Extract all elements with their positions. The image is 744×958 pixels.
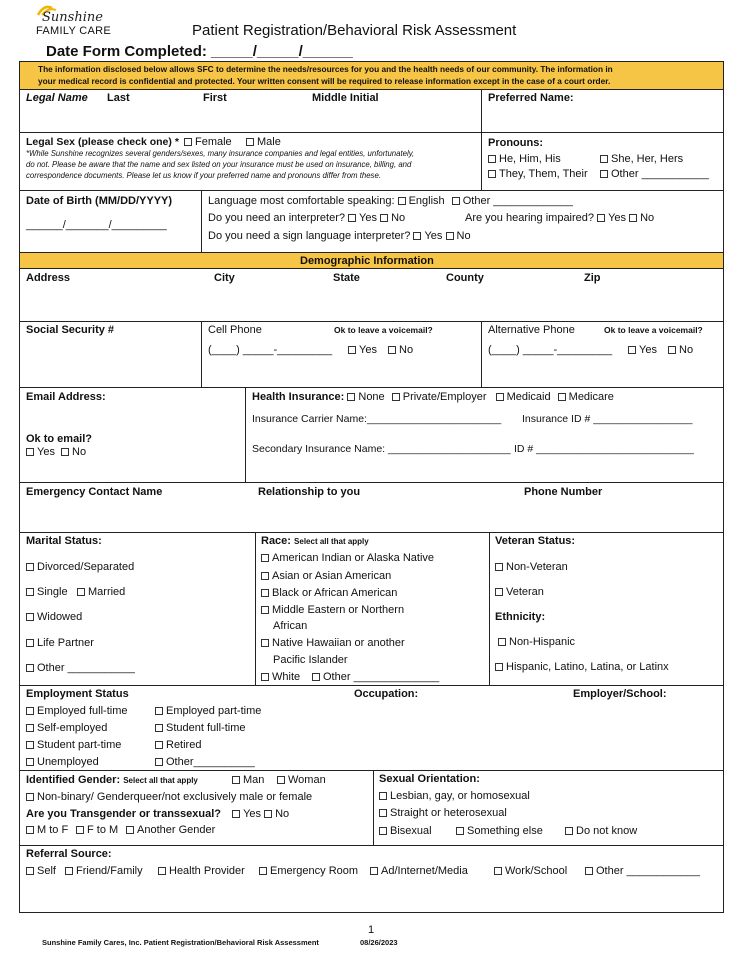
checkbox[interactable]	[26, 758, 34, 766]
option-label: Self-employed	[37, 722, 108, 734]
race-option-5[interactable]	[261, 637, 405, 650]
race-option-4-cont: African	[273, 620, 308, 632]
checkbox[interactable]	[261, 639, 269, 647]
checkbox-yes[interactable]	[348, 214, 356, 222]
checkbox[interactable]	[246, 138, 254, 146]
question-text: Are you hearing impaired?	[465, 212, 595, 224]
city-label: City	[214, 272, 235, 284]
footer-date: 08/26/2023	[360, 938, 398, 947]
middle-initial-label: Middle Initial	[312, 92, 379, 104]
option-label: Other__________	[166, 756, 255, 768]
language-question	[208, 195, 573, 208]
option-label: Non-binary/ Genderqueer/not exclusively male or female	[37, 791, 313, 803]
gender-ftm-option[interactable]	[76, 824, 118, 837]
question-text: Do you need an interpreter?	[208, 212, 345, 224]
option-label: Hispanic, Latino, Latina, or Latinx	[506, 661, 669, 673]
employment-status-label: Employment Status	[26, 688, 129, 700]
alt-voicemail-yes[interactable]	[628, 344, 657, 357]
checkbox[interactable]	[277, 776, 285, 784]
notice-line-2: your medical record is confidential and protected. Your written consent will be required to release information except in the case of a court order.	[38, 76, 611, 86]
checkbox[interactable]	[379, 827, 387, 835]
race-option-4[interactable]	[261, 604, 404, 617]
checkbox[interactable]	[370, 867, 378, 875]
checkbox[interactable]	[26, 867, 34, 875]
option-label: Yes	[359, 212, 377, 224]
option-label: M to F	[37, 824, 69, 836]
race-label: Race:	[261, 535, 291, 547]
option-label: Medicaid	[506, 391, 551, 403]
option-label: American Indian or Alaska Native	[272, 552, 435, 564]
checkbox-no[interactable]	[264, 810, 272, 818]
option-label: Yes	[639, 344, 657, 356]
option-label: No	[399, 344, 414, 356]
question-text: Are you Transgender or transsexual?	[26, 808, 222, 820]
checkbox[interactable]	[232, 776, 240, 784]
checkbox[interactable]	[61, 448, 69, 456]
cell-voicemail-no[interactable]	[388, 344, 413, 357]
checkbox-none[interactable]	[347, 393, 355, 401]
referral-self-option[interactable]	[26, 865, 56, 878]
checkbox[interactable]	[26, 588, 34, 596]
option-label: Yes	[424, 230, 443, 242]
race-white-option[interactable]	[261, 671, 300, 684]
orientation-dont-know-option[interactable]	[565, 825, 637, 838]
logo	[30, 2, 120, 42]
option-label: Native Hawaiian or another	[272, 637, 405, 649]
pronoun-she-option[interactable]	[600, 153, 683, 166]
checkbox[interactable]	[26, 613, 34, 621]
option-label: Self	[37, 865, 56, 877]
state-label: State	[333, 272, 360, 284]
gender-mtf-option[interactable]	[26, 824, 68, 837]
employment-student-pt-option[interactable]	[26, 739, 121, 752]
checkbox[interactable]	[26, 741, 34, 749]
checkbox-no[interactable]	[380, 214, 388, 222]
option-label: Student full-time	[166, 722, 246, 734]
gender-label-row	[26, 774, 198, 787]
non-veteran-option[interactable]	[495, 561, 568, 574]
sex-note-3: correspondence documents. Please let us know if your preferred name and pronouns differ from these.	[26, 171, 381, 180]
option-label: Yes	[243, 808, 262, 820]
alt-voicemail-no[interactable]	[668, 344, 693, 357]
option-label: Private/Employer	[402, 391, 487, 403]
option-label: White	[272, 671, 301, 683]
employer-school-label: Employer/School:	[573, 688, 667, 700]
checkbox[interactable]	[495, 563, 503, 571]
referral-er-option[interactable]	[259, 865, 358, 878]
checkbox[interactable]	[261, 673, 269, 681]
option-label: Other ___________	[611, 168, 709, 180]
option-label: Something else	[467, 825, 543, 837]
checkbox[interactable]	[26, 826, 34, 834]
hispanic-option[interactable]	[495, 661, 669, 674]
transgender-question	[26, 808, 289, 821]
health-insurance-row	[252, 391, 614, 404]
dob-label: Date of Birth (MM/DD/YYYY)	[26, 195, 173, 207]
option-label: Lesbian, gay, or homosexual	[390, 790, 530, 802]
checkbox[interactable]	[259, 867, 267, 875]
option-label: Asian or Asian American	[272, 570, 392, 582]
notice-line-1: The information disclosed below allows SFC to determine the needs/resources for you and the health needs of our community. The information in	[38, 64, 613, 74]
option-label: Black or African American	[272, 587, 398, 599]
checkbox-other[interactable]	[452, 197, 460, 205]
county-label: County	[446, 272, 484, 284]
legal-name-label: Legal Name	[26, 92, 88, 104]
option-label: Yes	[359, 344, 377, 356]
orientation-lgh-option[interactable]	[379, 790, 530, 803]
option-label: Married	[88, 586, 126, 598]
ssn-label: Social Security #	[26, 324, 115, 336]
legal-sex-label: Legal Sex (please check one) *	[26, 136, 179, 148]
sex-male-option[interactable]	[246, 136, 281, 149]
sign-language-question	[208, 230, 471, 243]
option-label: Another Gender	[137, 824, 216, 836]
employment-other-option[interactable]	[155, 756, 255, 769]
option-label: She, Her, Hers	[611, 153, 684, 165]
option-label: Employed part-time	[166, 705, 262, 717]
employment-retired-option[interactable]	[155, 739, 201, 752]
option-label: Unemployed	[37, 756, 99, 768]
gender-another-option[interactable]	[126, 824, 215, 837]
option-label: No	[679, 344, 694, 356]
first-name-label: First	[203, 92, 227, 104]
marital-divorced-option[interactable]	[26, 561, 134, 574]
checkbox[interactable]	[155, 741, 163, 749]
race-note: Select all that apply	[294, 537, 369, 546]
checkbox[interactable]	[26, 664, 34, 672]
checkbox[interactable]	[379, 792, 387, 800]
alt-voicemail-label: Ok to leave a voicemail?	[604, 325, 703, 335]
option-label: Yes	[37, 446, 55, 458]
checkbox[interactable]	[26, 707, 34, 715]
address-label: Address	[26, 272, 71, 284]
option-label: Female	[195, 136, 232, 148]
marital-partner-option[interactable]	[26, 637, 94, 650]
checkbox-no[interactable]	[629, 214, 637, 222]
date-completed[interactable]: Date Form Completed: _____/_____/______	[46, 43, 353, 60]
email-label: Email Address:	[26, 391, 106, 403]
checkbox[interactable]	[65, 867, 73, 875]
page-title: Patient Registration/Behavioral Risk Assessment	[192, 22, 517, 39]
option-label: He, Him, His	[499, 153, 561, 165]
relationship-label: Relationship to you	[258, 486, 361, 498]
option-label: Ad/Internet/Media	[381, 865, 468, 877]
checkbox[interactable]	[261, 606, 269, 614]
gender-nonbinary-option[interactable]	[26, 791, 312, 804]
option-label: Veteran	[506, 586, 544, 598]
preferred-name-label: Preferred Name:	[488, 92, 574, 104]
checkbox[interactable]	[379, 809, 387, 817]
race-label-row	[261, 535, 369, 548]
option-label: They, Them, Their	[499, 168, 588, 180]
checkbox[interactable]	[76, 826, 84, 834]
checkbox-medicare[interactable]	[558, 393, 566, 401]
checkbox[interactable]	[26, 563, 34, 571]
checkbox-medicaid[interactable]	[496, 393, 504, 401]
option-label: Yes	[608, 212, 627, 224]
checkbox[interactable]	[488, 170, 496, 178]
employment-pt-option[interactable]	[155, 705, 261, 718]
cell-phone-field[interactable]: (____) _____-_________	[208, 344, 333, 356]
gender-man-option[interactable]	[232, 774, 264, 787]
referral-work-option[interactable]	[494, 865, 567, 878]
referral-other-option[interactable]	[585, 865, 700, 878]
checkbox-yes[interactable]	[232, 810, 240, 818]
interpreter-question	[208, 212, 405, 225]
referral-health-provider-option[interactable]	[158, 865, 245, 878]
secondary-insurance-field[interactable]: Secondary Insurance Name: _____________________	[252, 443, 511, 455]
option-label: Single	[37, 586, 68, 598]
marital-married-option[interactable]	[77, 586, 125, 599]
checkbox[interactable]	[155, 758, 163, 766]
checkbox[interactable]	[155, 724, 163, 732]
option-label: Medicare	[568, 391, 614, 403]
checkbox[interactable]	[261, 554, 269, 562]
referral-friend-option[interactable]	[65, 865, 143, 878]
logo-text-sunshine: Sunshine	[42, 10, 103, 25]
alt-phone-field[interactable]: (____) _____-_________	[488, 344, 613, 356]
option-label: Widowed	[37, 611, 83, 623]
checkbox[interactable]	[498, 638, 506, 646]
checkbox[interactable]	[585, 867, 593, 875]
race-option-5-cont: Pacific Islander	[273, 654, 348, 666]
checkbox[interactable]	[388, 346, 396, 354]
option-label: Other _____________	[462, 195, 573, 207]
checkbox[interactable]	[77, 588, 85, 596]
gender-woman-option[interactable]	[277, 774, 326, 787]
option-label: Other ____________	[596, 865, 700, 877]
ethnicity-label: Ethnicity:	[495, 611, 546, 623]
option-label: No	[72, 446, 87, 458]
checkbox[interactable]	[26, 639, 34, 647]
employment-ft-option[interactable]	[26, 705, 127, 718]
sexual-orientation-label: Sexual Orientation:	[379, 773, 480, 785]
referral-ad-option[interactable]	[370, 865, 468, 878]
option-label: Other ______________	[323, 671, 440, 683]
checkbox-yes[interactable]	[413, 232, 421, 240]
demographic-heading: Demographic Information	[300, 255, 434, 267]
question-text: Language most comfortable speaking:	[208, 195, 395, 207]
non-hispanic-option[interactable]	[498, 636, 575, 649]
option-label: Bisexual	[390, 825, 432, 837]
pronoun-he-option[interactable]	[488, 153, 561, 166]
option-label: Non-Hispanic	[509, 636, 576, 648]
option-label: Student part-time	[37, 739, 122, 751]
secondary-id-field[interactable]: ID # ___________________________	[514, 443, 694, 455]
option-label: None	[358, 391, 385, 403]
employment-unemployed-option[interactable]	[26, 756, 99, 769]
orientation-else-option[interactable]	[456, 825, 543, 838]
insurance-label: Health Insurance:	[252, 391, 345, 403]
dob-field[interactable]: ______/_______/_________	[26, 219, 167, 231]
option-label: Employed full-time	[37, 705, 128, 717]
option-label: Other ___________	[37, 662, 135, 674]
checkbox[interactable]	[494, 867, 502, 875]
option-label: Straight or heterosexual	[390, 807, 507, 819]
option-label: No	[391, 212, 406, 224]
checkbox[interactable]	[155, 707, 163, 715]
checkbox[interactable]	[628, 346, 636, 354]
option-label: Divorced/Separated	[37, 561, 135, 573]
gender-label: Identified Gender:	[26, 774, 121, 786]
checkbox[interactable]	[126, 826, 134, 834]
checkbox[interactable]	[348, 346, 356, 354]
last-name-label: Last	[107, 92, 130, 104]
option-label: Non-Veteran	[506, 561, 568, 573]
option-label: Middle Eastern or Northern	[272, 604, 405, 616]
page-number: 1	[368, 924, 375, 936]
option-label: Friend/Family	[76, 865, 143, 877]
ok-email-yes[interactable]	[26, 446, 55, 459]
occupation-label: Occupation:	[354, 688, 419, 700]
option-label: Male	[257, 136, 281, 148]
ok-email-no[interactable]	[61, 446, 86, 459]
option-label: Life Partner	[37, 637, 94, 649]
cell-voicemail-label: Ok to leave a voicemail?	[334, 325, 433, 335]
option-label: Retired	[166, 739, 202, 751]
veteran-option[interactable]	[495, 586, 544, 599]
checkbox[interactable]	[600, 155, 608, 163]
phone-number-label: Phone Number	[524, 486, 603, 498]
checkbox[interactable]	[495, 588, 503, 596]
option-label: Do not know	[576, 825, 638, 837]
zip-label: Zip	[584, 272, 601, 284]
race-option-1[interactable]	[261, 552, 434, 565]
logo-text-family-care: FAMILY CARE	[36, 25, 112, 37]
marital-widowed-option[interactable]	[26, 611, 82, 624]
checkbox[interactable]	[600, 170, 608, 178]
checkbox[interactable]	[495, 663, 503, 671]
checkbox[interactable]	[158, 867, 166, 875]
option-label: No	[275, 808, 290, 820]
checkbox[interactable]	[488, 155, 496, 163]
checkbox-yes[interactable]	[597, 214, 605, 222]
cell-voicemail-yes[interactable]	[348, 344, 377, 357]
veteran-status-label: Veteran Status:	[495, 535, 576, 547]
option-label: English	[408, 195, 445, 207]
checkbox[interactable]	[261, 589, 269, 597]
footer-title: Sunshine Family Cares, Inc. Patient Registration/Behavioral Risk Assessment	[42, 938, 319, 947]
pronouns-label: Pronouns:	[488, 137, 543, 149]
option-label: Health Provider	[169, 865, 245, 877]
alt-phone-label: Alternative Phone	[488, 324, 575, 336]
sex-note-2: do not. Please be aware that the name and sex listed on your insurance must be used on insurance, billing, and	[26, 160, 412, 169]
employment-self-option[interactable]	[26, 722, 107, 735]
emergency-contact-label: Emergency Contact Name	[26, 486, 163, 498]
orientation-bi-option[interactable]	[379, 825, 432, 838]
ok-email-label: Ok to email?	[26, 433, 93, 445]
checkbox[interactable]	[668, 346, 676, 354]
sex-note-1: *While Sunshine recognizes several genders/sexes, many insurance companies and legal entities, unfortunately,	[26, 149, 415, 158]
checkbox[interactable]	[26, 793, 34, 801]
pronoun-other-option[interactable]	[600, 168, 709, 181]
option-label: F to M	[87, 824, 119, 836]
option-label: Woman	[288, 774, 326, 786]
checkbox-private[interactable]	[392, 393, 400, 401]
marital-status-label: Marital Status:	[26, 535, 102, 547]
employment-student-ft-option[interactable]	[155, 722, 245, 735]
checkbox[interactable]	[312, 673, 320, 681]
option-label: No	[640, 212, 655, 224]
race-option-2[interactable]	[261, 570, 391, 583]
question-text: Do you need a sign language interpreter?	[208, 230, 411, 242]
cell-phone-label: Cell Phone	[208, 324, 262, 336]
checkbox[interactable]	[565, 827, 573, 835]
pronoun-they-option[interactable]	[488, 168, 588, 181]
race-other-option[interactable]	[312, 671, 439, 684]
orientation-straight-option[interactable]	[379, 807, 507, 820]
checkbox[interactable]	[184, 138, 192, 146]
checkbox-english[interactable]	[398, 197, 406, 205]
sex-female-option[interactable]	[184, 136, 232, 149]
option-label: Man	[243, 774, 265, 786]
insurance-id-field[interactable]: Insurance ID # _________________	[522, 413, 693, 425]
hearing-question	[465, 212, 654, 225]
gender-note: Select all that apply	[123, 776, 198, 785]
checkbox[interactable]	[26, 724, 34, 732]
option-label: Emergency Room	[270, 865, 359, 877]
checkbox[interactable]	[26, 448, 34, 456]
option-label: No	[456, 230, 471, 242]
marital-other-option[interactable]	[26, 662, 135, 675]
checkbox[interactable]	[261, 572, 269, 580]
race-option-3[interactable]	[261, 587, 397, 600]
referral-source-label: Referral Source:	[26, 848, 112, 860]
marital-single-option[interactable]	[26, 586, 68, 599]
option-label: Work/School	[505, 865, 568, 877]
checkbox[interactable]	[456, 827, 464, 835]
carrier-field[interactable]: Insurance Carrier Name:_______________________	[252, 413, 502, 425]
checkbox-no[interactable]	[446, 232, 454, 240]
